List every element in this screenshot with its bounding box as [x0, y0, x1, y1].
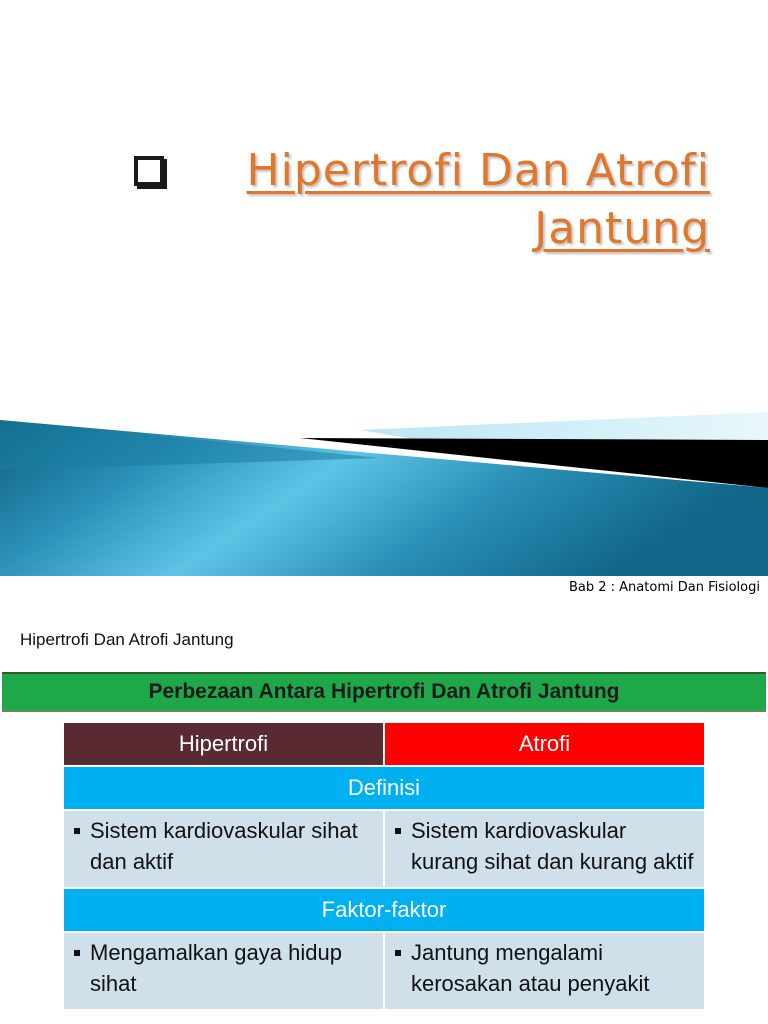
- section-row-definisi: [63, 766, 705, 810]
- square-bullet-icon: [74, 828, 80, 834]
- faktor-atrofi-text: Jantung mengalami kerosakan atau penyakit: [411, 940, 650, 996]
- definisi-hipertrofi-cell: [63, 810, 384, 888]
- faktor-hipertrofi-text: Mengamalkan gaya hidup sihat: [90, 940, 342, 996]
- slide-title[interactable]: Hipertrofi Dan Atrofi Jantung: [246, 145, 710, 254]
- chapter-caption: Bab 2 : Anatomi Dan Fisiologi: [568, 580, 760, 595]
- section-title-definisi: Definisi: [63, 766, 705, 810]
- square-bullet-icon: [395, 828, 401, 834]
- document-caption: Hipertrofi Dan Atrofi Jantung: [20, 630, 234, 649]
- section-title-faktor: Faktor-faktor: [63, 888, 705, 932]
- table-row: [63, 932, 705, 1010]
- square-bullet-icon: [395, 950, 401, 956]
- section-row-faktor: [63, 888, 705, 932]
- definisi-atrofi-text: Sistem kardiovaskular kurang sihat dan kurang aktif: [411, 818, 694, 874]
- header-atrofi: Atrofi: [384, 722, 705, 766]
- definisi-atrofi-cell: [384, 810, 705, 888]
- comparison-banner: Perbezaan Antara Hipertrofi Dan Atrofi Jantung: [2, 672, 766, 712]
- comparison-slide: [0, 670, 768, 1024]
- faktor-hipertrofi-cell: [63, 932, 384, 1010]
- checkbox-bullet-icon: [134, 156, 164, 186]
- table-header-row: [63, 722, 705, 766]
- title-block: [130, 142, 710, 258]
- comparison-table: [63, 722, 705, 1010]
- square-bullet-icon: [74, 950, 80, 956]
- definisi-hipertrofi-text: Sistem kardiovaskular sihat dan aktif: [90, 818, 358, 874]
- table-row: [63, 810, 705, 888]
- faktor-atrofi-cell: [384, 932, 705, 1010]
- header-hipertrofi: Hipertrofi: [63, 722, 384, 766]
- decorative-wave-band: [0, 400, 768, 576]
